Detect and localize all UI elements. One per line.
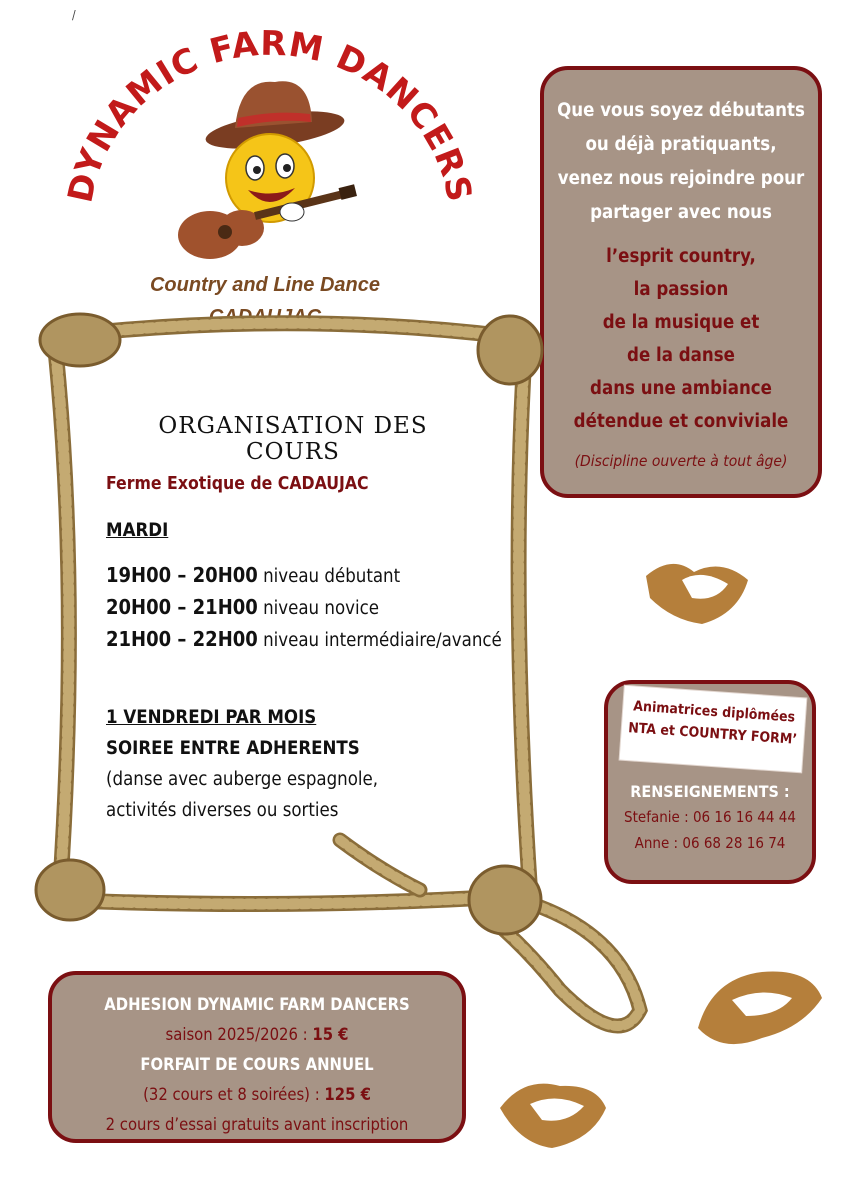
season-label: saison 2025/2026 : [165, 1025, 308, 1044]
logo-tagline-2: CADAUJAC [208, 306, 322, 328]
slot-time: 19H00 – 20H00 [106, 563, 258, 587]
friday-detail: (danse avec auberge espagnole, [106, 769, 379, 790]
membership-box [48, 971, 466, 1143]
slot-level: niveau intermédiaire/avancé [263, 630, 502, 651]
schedule-slot [106, 563, 400, 587]
slot-level: niveau débutant [263, 566, 401, 587]
friday-detail: activités diverses ou sorties [106, 800, 339, 821]
intro-line: ou déjà pratiquants, [585, 134, 777, 155]
intro-highlight-line: de la musique et [602, 312, 760, 333]
intro-highlight-line: la passion [633, 279, 729, 300]
season-price: 15 € [312, 1025, 349, 1044]
certification-line: Animatrices diplômées [632, 698, 796, 726]
logo-tagline-1: Country and Line Dance [149, 274, 381, 296]
annual-title: FORFAIT DE COURS ANNUEL [140, 1055, 374, 1074]
club-logo [60, 30, 480, 290]
schedule-slot [106, 627, 502, 651]
cowboy-hat-icon [692, 958, 828, 1062]
intro-note: (Discipline ouverte à tout âge) [574, 452, 788, 470]
intro-highlight-line: l’esprit country, [606, 246, 756, 267]
cowboy-hat-icon [496, 1068, 610, 1154]
trial-offer: 2 cours d’essai gratuits avant inscription [105, 1115, 409, 1134]
intro-line: Que vous soyez débutants [557, 100, 805, 121]
venue: Ferme Exotique de CADAUJAC [106, 474, 369, 494]
friday-heading: 1 VENDREDI PAR MOIS [106, 707, 317, 728]
logo-arc-title: DYNAMIC FARM DANCERS [60, 30, 480, 206]
annual-fee [52, 1080, 462, 1110]
phone-stefanie: Stefanie : 06 16 16 44 44 [624, 808, 796, 826]
intro-line: venez nous rejoindre pour [557, 168, 805, 189]
intro-highlight-line: détendue et conviviale [573, 411, 789, 432]
slot-time: 21H00 – 22H00 [106, 627, 258, 651]
slot-level: niveau novice [263, 598, 379, 619]
membership-title: ADHESION DYNAMIC FARM DANCERS [104, 995, 410, 1014]
page-mark: / [72, 8, 76, 22]
intro-line: partager avec nous [590, 202, 772, 223]
annual-price: 125 € [324, 1085, 371, 1104]
intro-highlight-line: de la danse [627, 345, 735, 366]
schedule-slot [106, 595, 379, 619]
cowboy-hat-icon [642, 550, 752, 634]
phone-anne: Anne : 06 68 28 16 74 [634, 834, 786, 852]
contact-heading: RENSEIGNEMENTS : [630, 782, 790, 801]
intro-highlight-line: dans une ambiance [590, 378, 772, 399]
rope-frame-decoration [0, 290, 700, 1050]
friday-block [106, 702, 378, 826]
annual-label: (32 cours et 8 soirées) : [143, 1085, 320, 1104]
season-fee [52, 1020, 462, 1050]
slot-time: 20H00 – 21H00 [106, 595, 258, 619]
friday-subheading: SOIREE ENTRE ADHERENTS [106, 738, 360, 759]
course-title: ORGANISATION DES COURS [158, 413, 428, 465]
certification-card [620, 686, 807, 773]
course-day: MARDI [106, 520, 169, 541]
certification-line: NTA et COUNTRY FORM’ [627, 720, 798, 748]
